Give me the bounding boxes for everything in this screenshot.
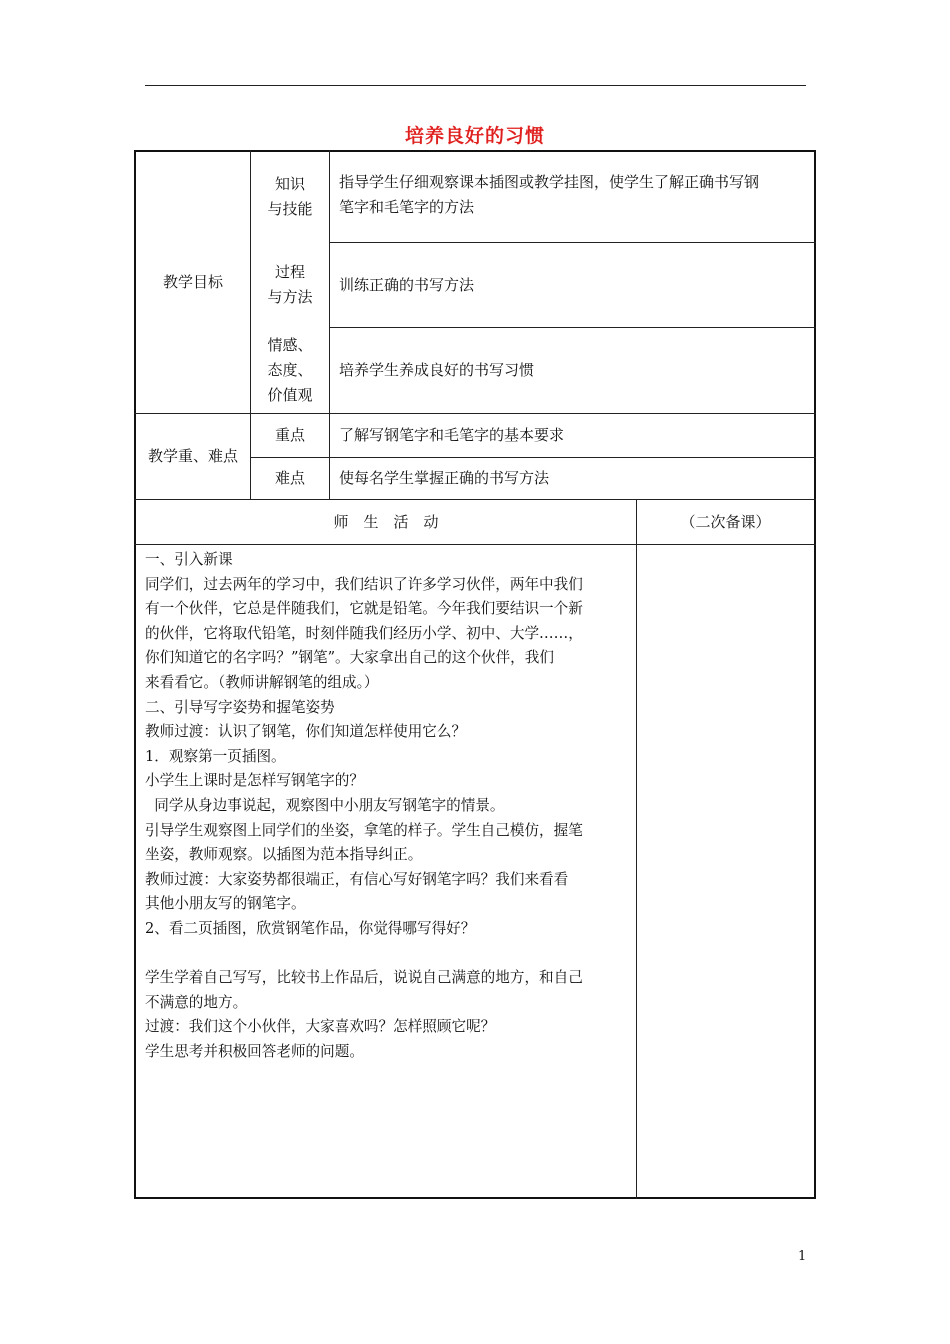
objective-text-line: 笔字和毛笔字的方法: [339, 198, 475, 216]
activity-line: 学生学着自己写写，比较书上作品后，说说自己满意的地方，和自己: [145, 969, 583, 987]
objective-text-line: 指导学生仔细观察课本插图或教学挂图，使学生了解正确书写钢: [339, 173, 760, 191]
grid-line: [636, 499, 637, 1199]
notes-header-cell: [637, 500, 814, 544]
objective-category-line: 态度、: [267, 361, 313, 379]
page-number: 1: [798, 1249, 807, 1264]
notes-header: （二次备课）: [680, 512, 771, 531]
activity-line: 引导学生观察图上同学们的坐姿，拿笔的样子。学生自己模仿，握笔: [145, 821, 583, 839]
document-title: 培养良好的习惯: [404, 125, 545, 147]
activity-line: 教师过渡：认识了钢笔，你们知道怎样使用它么？: [145, 723, 467, 741]
activity-header: 师 生 活 动: [333, 512, 439, 531]
activity-line: 你们知道它的名字吗？”钢笔”。大家拿出自己的这个伙伴，我们: [145, 649, 554, 667]
focus-text: 使每名学生掌握正确的书写方法: [339, 469, 550, 487]
objective-text-line: 培养学生养成良好的书写习惯: [339, 361, 535, 379]
objective-text-cell: [339, 170, 815, 220]
objective-category-cell: [251, 243, 329, 327]
activity-line: 同学从身边事说起，观察图中小朋友写钢笔字的情景。: [145, 796, 505, 814]
focus-text-cell: [339, 414, 815, 457]
activity-content: [145, 548, 631, 1064]
focus-category: 难点: [274, 469, 305, 487]
objective-text-line: 训练正确的书写方法: [339, 275, 475, 294]
objective-category-line: 与技能: [267, 200, 313, 218]
header-rule: [145, 85, 806, 86]
activity-line: 小学生上课时是怎样写钢笔字的？: [145, 772, 364, 790]
activity-line: 学生思考并积极回答老师的问题。: [145, 1042, 364, 1060]
activity-line: 同学们，过去两年的学习中，我们结识了许多学习伙伴，两年中我们: [145, 575, 583, 593]
activity-line: 二、引导写字姿势和握笔姿势: [145, 698, 335, 716]
objective-text-cell: [339, 328, 815, 413]
grid-line: [134, 544, 816, 545]
activity-line: 坐姿，教师观察。以插图为范本指导纠正。: [145, 846, 423, 864]
objective-category-line: 价值观: [267, 386, 313, 404]
activity-line: 过渡：我们这个小伙伴，大家喜欢吗？怎样照顾它呢？: [145, 1018, 496, 1036]
objective-category-line: 过程: [274, 263, 305, 281]
activity-line: 有一个伙伴，它总是伴随我们，它就是铅笔。今年我们要结识一个新: [145, 600, 583, 618]
focus-category-cell: [251, 458, 329, 499]
focus-label: 教学重、难点: [147, 447, 238, 465]
focus-category: 重点: [274, 426, 305, 444]
objective-category-line: 与方法: [267, 288, 313, 306]
focus-category-cell: [251, 414, 329, 457]
activity-line: 其他小朋友写的钢笔字。: [145, 895, 306, 913]
objectives-label-cell: [136, 152, 250, 413]
grid-line: [329, 150, 330, 499]
objectives-label: 教学目标: [162, 273, 223, 291]
objective-category-line: 情感、: [267, 336, 313, 354]
activity-line: [145, 942, 631, 967]
objective-text-cell: [339, 243, 815, 327]
activity-line: 来看看它。（教师讲解钢笔的组成。）: [145, 673, 379, 691]
focus-text: 了解写钢笔字和毛笔字的基本要求: [339, 426, 565, 444]
activity-line: 教师过渡：大家姿势都很端正，有信心写好钢笔字吗？我们来看看: [145, 870, 569, 888]
activity-line: 2、看二页插图，欣赏钢笔作品，你觉得哪写得好？: [145, 919, 476, 937]
objective-category-cell: [251, 328, 329, 413]
focus-text-cell: [339, 458, 815, 499]
objective-category-cell: [251, 152, 329, 242]
activity-line: 的伙伴，它将取代铅笔，时刻伴随我们经历小学、初中、大学……，: [145, 624, 583, 642]
activity-line: 1．观察第一页插图。: [145, 747, 286, 765]
objective-category-line: 知识: [274, 175, 305, 193]
activity-line: 不满意的地方。: [145, 993, 248, 1011]
activity-header-cell: [136, 500, 636, 544]
focus-label-cell: [136, 414, 250, 499]
activity-line: 一、引入新课: [145, 551, 233, 568]
